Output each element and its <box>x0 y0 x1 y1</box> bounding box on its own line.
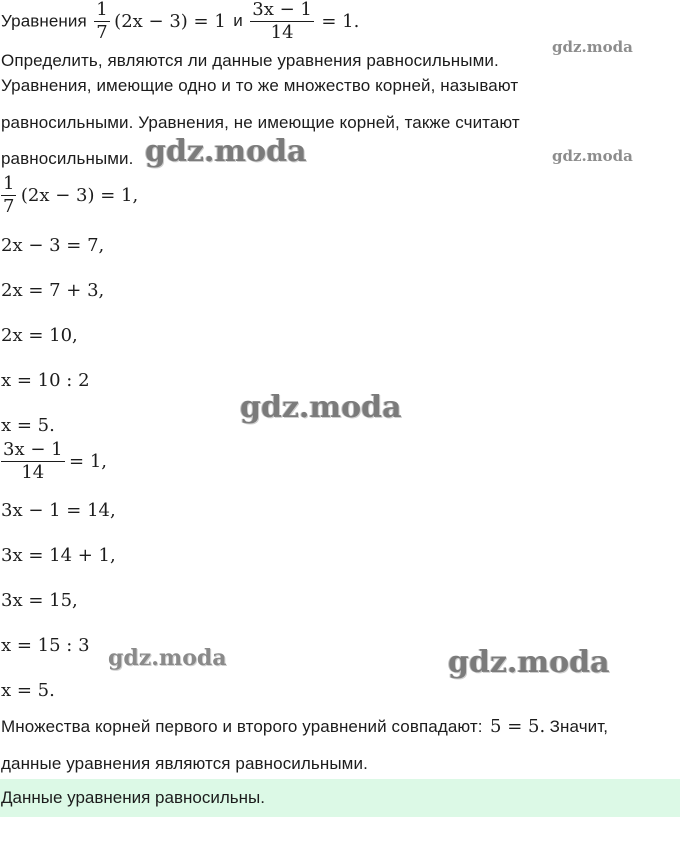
eq2-denominator: 14 <box>270 21 294 43</box>
solution2-step: 3x = 15, <box>1 590 78 611</box>
solution2-first-step <box>1 440 107 483</box>
intro-line-4: равносильными. <box>1 149 134 168</box>
eq1-rest: (2x − 3) = 1 <box>114 10 226 32</box>
solution1-denominator: 7 <box>3 195 15 217</box>
solution1-step: 2x = 10, <box>1 325 78 346</box>
solution1-step: 2x − 3 = 7, <box>1 235 105 256</box>
intro-line-3: равносильными. Уравнения, не имеющие корней, также считают <box>1 113 520 132</box>
eq2-numerator: 3x − 1 <box>252 0 312 20</box>
conclusion-line-1 <box>1 716 608 737</box>
eq2-fraction <box>250 0 314 43</box>
solution2-denominator: 14 <box>21 461 45 483</box>
conclusion-text: Множества корней первого и второго уравнений совпадают: <box>1 717 483 736</box>
solution2-step: 3x − 1 = 14, <box>1 500 116 521</box>
solution2-step: x = 15 : 3 <box>1 635 90 656</box>
solution1-fraction <box>1 174 16 217</box>
task-lead-word: Уравнения <box>1 11 87 31</box>
watermark-logo: gdz.moda <box>108 645 227 671</box>
solution1-step: x = 5. <box>1 415 55 436</box>
answer-box <box>0 779 680 817</box>
solution1-numerator: 1 <box>3 173 15 194</box>
solution1-first-step-rest: (2x − 3) = 1, <box>20 184 139 206</box>
solution1-first-step <box>1 174 138 217</box>
watermark-logo: gdz.moda <box>240 390 402 425</box>
watermark-logo: gdz.moda <box>145 134 307 169</box>
conjunction: и <box>233 11 243 31</box>
solution2-step: x = 5. <box>1 680 55 701</box>
conclusion-tail: Значит, <box>549 717 609 736</box>
intro-line-2: Уравнения, имеющие одно и то же множество корней, называют <box>1 76 519 95</box>
watermark-logo: gdz.moda <box>552 147 633 165</box>
intro-line-1: Определить, являются ли данные уравнения равносильными. <box>1 51 499 70</box>
eq1-fraction <box>94 0 109 43</box>
solution2-fraction <box>1 440 65 483</box>
solution1-step: 2x = 7 + 3, <box>1 280 105 301</box>
conclusion-math: 5 = 5. <box>490 716 546 737</box>
answer-text: Данные уравнения равносильны. <box>1 788 265 807</box>
watermark-logo: gdz.moda <box>448 645 610 680</box>
watermark-logo: gdz.moda <box>552 38 633 56</box>
solution1-step: x = 10 : 2 <box>1 370 90 391</box>
eq1-numerator: 1 <box>96 0 108 20</box>
eq1-denominator: 7 <box>96 21 108 43</box>
eq2-rest: = 1. <box>321 10 360 32</box>
task-statement <box>1 0 359 50</box>
solution2-numerator: 3x − 1 <box>3 439 63 460</box>
solution2-step: 3x = 14 + 1, <box>1 545 116 566</box>
solution2-first-step-rest: = 1, <box>69 450 108 472</box>
conclusion-line-2: данные уравнения являются равносильными. <box>1 754 368 773</box>
